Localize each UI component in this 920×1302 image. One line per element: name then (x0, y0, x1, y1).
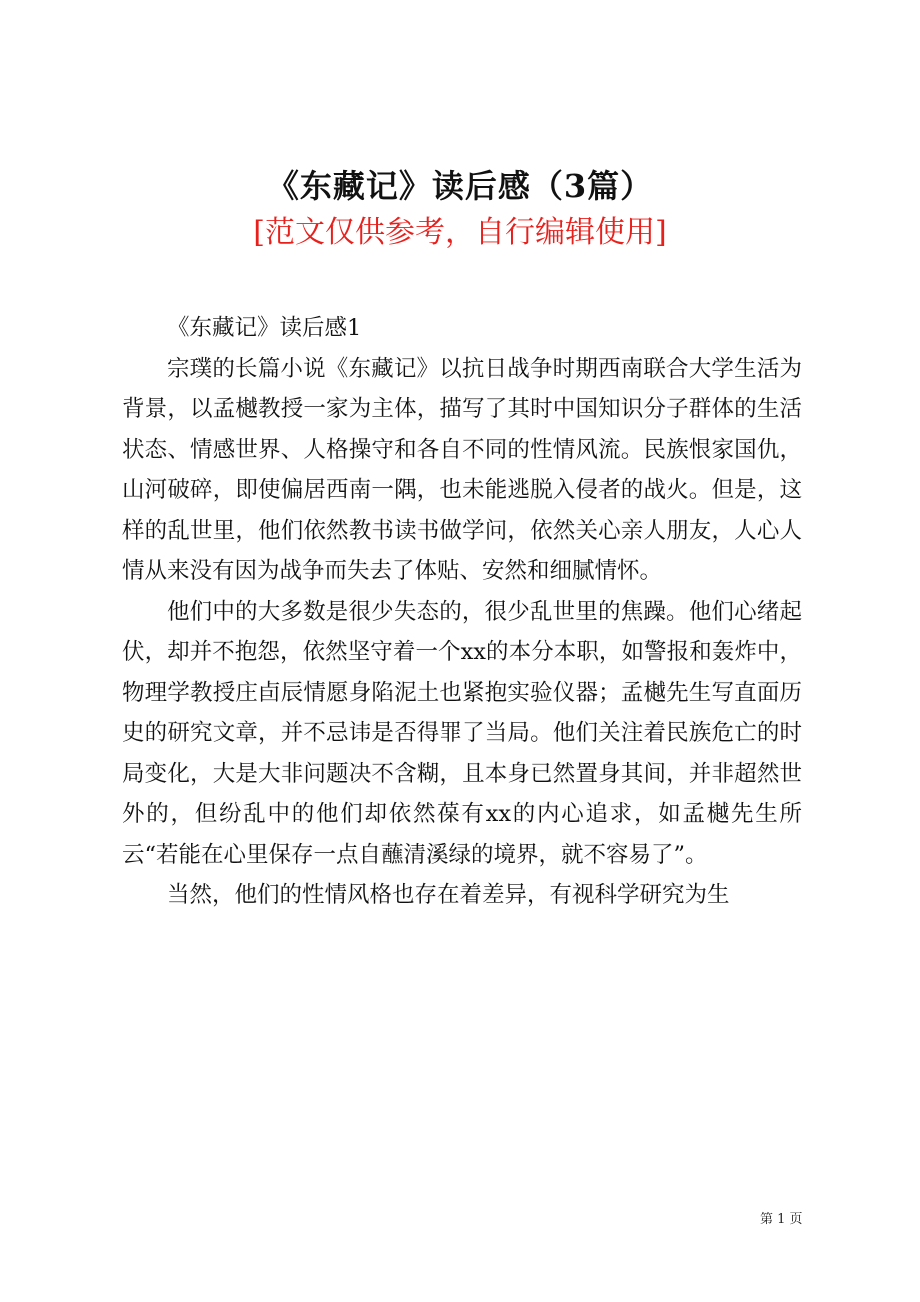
section-heading: 《东藏记》读后感1 (167, 315, 362, 341)
paragraph: 当然，他们的性情风格也存在着差异，有视科学研究为生 (167, 882, 730, 908)
page-number: 第 1 页 (760, 1212, 803, 1227)
document-body (122, 308, 802, 916)
document-subtitle: [范文仅供参考，自行编辑使用] (253, 215, 667, 250)
paragraph: 他们中的大多数是很少失态的，很少乱世里的焦躁。他们心绪起伏，却并不抱怨，依然坚守着一个xx的本分本职，如警报和轰炸中，物理学教授庄卣辰情愿身陷泥土也紧抱实验仪器；孟樾先生写直面历史的研究文章，并不忌讳是否得罪了当局。他们关注着民族危亡的时局变化，大是大非问题决不含糊，且本身已然置身其间，并非超然世外的，但纷乱中的他们却依然葆有xx的内心追求，如孟樾先生所云“若能在心里保存一点自蘸清溪绿的境界，就不容易了”。 (122, 598, 802, 868)
document-title: 《东藏记》读后感（3篇） (266, 167, 654, 205)
paragraph: 宗璞的长篇小说《东藏记》以抗日战争时期西南联合大学生活为背景，以孟樾教授一家为主体，描写了其时中国知识分子群体的生活状态、情感世界、人格操守和各自不同的性情风流。民族恨家国仇，山河破碎，即使偏居西南一隅，也未能逃脱入侵者的战火。但是，这样的乱世里，他们依然教书读书做学问，依然关心亲人朋友，人心人情从来没有因为战争而失去了体贴、安然和细腻情怀。 (122, 355, 802, 584)
